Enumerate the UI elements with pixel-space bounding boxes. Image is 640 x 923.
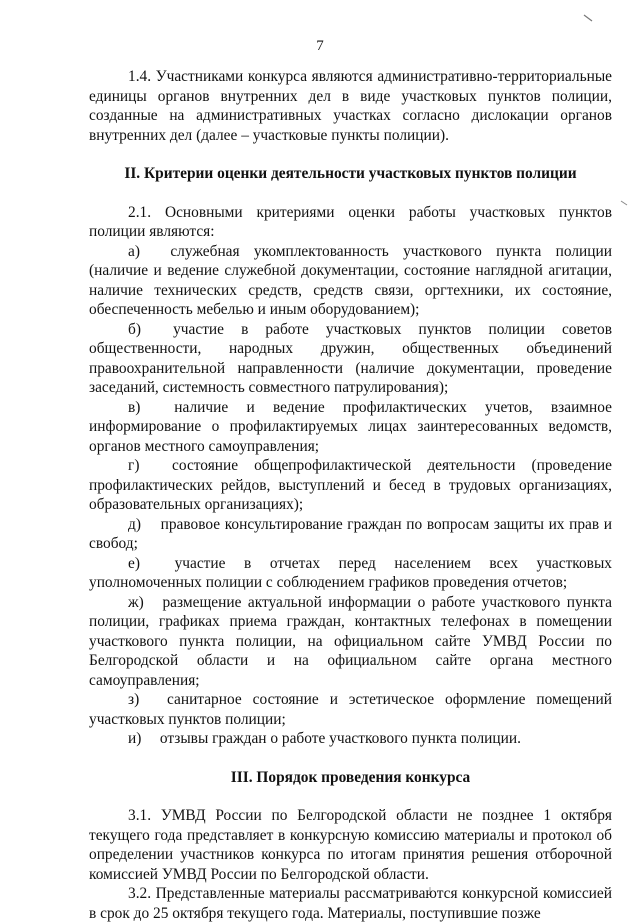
criterion-text: служебная укомплектованность участкового пункта полиции (наличие и ведение служебной документации, состояние наглядной агитации, наличие технических средств, средств связи, оргтехники, их состояние, обеспеченность мебелью и иным оборудованием);: [89, 242, 612, 318]
scan-mark: [620, 200, 628, 206]
criterion-text: участие в отчетах перед населением всех участковых уполномоченных полиции с соблюдением графиков проведения отчетов;: [89, 554, 612, 591]
criterion-label: и): [128, 730, 142, 747]
criterion-item: [89, 515, 612, 554]
criterion-text: размещение актуальной информации о работе участкового пункта полиции, графиках приема граждан, контактных телефонах в помещении участкового пункта полиции, на официальном сайте УМВД России по Белгородской области и на официальном сайте органа местного самоуправления;: [89, 593, 612, 689]
criterion-item: [89, 554, 612, 593]
criterion-text: санитарное состояние и эстетическое оформление помещений участковых пунктов полиции;: [89, 691, 612, 728]
document-body: [89, 67, 612, 923]
criterion-label: г): [128, 457, 140, 474]
criterion-label: в): [128, 398, 141, 416]
section-2-heading: II. Критерии оценки деятельности участковых пунктов полиции: [124, 165, 577, 182]
paragraph-3-1: 3.1. УМВД России по Белгородской области не позднее 1 октября текущего года представляет в конкурсную комиссию материалы и протокол об определении участников конкурса по итогам принятия решения отборочной комиссией УМВД России по Белгородской области.: [89, 807, 612, 883]
criterion-text: участие в работе участковых пунктов полиции советов общественности, народных дружин, общественных объединений правоохранительной направленности (наличие документации, проведение заседаний, системность совместного патрулирования);: [89, 320, 612, 396]
criterion-label: е): [128, 554, 140, 572]
criteria-list: [89, 242, 612, 749]
page-number: 7: [316, 38, 324, 54]
scan-mark: [583, 14, 593, 22]
criterion-label: з): [128, 691, 140, 708]
criterion-item: [89, 690, 612, 729]
section-3-heading: III. Порядок проведения конкурса: [230, 768, 471, 786]
criterion-label: б): [128, 320, 141, 338]
criterion-text: состояние общепрофилактической деятельности (проведение профилактических рейдов, выступлений и бесед в трудовых организациях, образовательных организациях);: [89, 457, 612, 513]
criterion-item: [89, 593, 612, 691]
criterion-item: [89, 320, 612, 398]
paragraph-3-2: 3.2. Представленные материалы рассматриваются конкурсной комиссией в срок до 25 октября текущего года. Материалы, поступившие позже: [89, 885, 612, 922]
paragraph-1-4: 1.4. Участниками конкурса являются административно-территориальные единицы органов внутренних дел в виде участковых пунктов полиции, созданные на административных участках согласно дислокации органов внутренних дел (далее – участковые пункты полиции).: [89, 68, 612, 144]
criterion-label: а): [128, 242, 140, 260]
criterion-text: отзывы граждан о работе участкового пункта полиции.: [159, 730, 521, 747]
criterion-label: ж): [128, 593, 144, 611]
criterion-item: [89, 456, 612, 515]
criterion-text: правовое консультирование граждан по вопросам защиты их прав и свобод;: [89, 515, 612, 552]
criterion-item: [89, 242, 612, 320]
criterion-label: д): [128, 515, 141, 533]
criterion-text: наличие и ведение профилактических учетов, взаимное информирование о профилактируемых лицах заинтересованных ведомств, органов местного самоуправления;: [89, 398, 612, 455]
paragraph-2-1: 2.1. Основными критериями оценки работы участковых пунктов полиции являются:: [89, 203, 612, 240]
criterion-item: [89, 729, 612, 749]
criterion-item: [89, 398, 612, 457]
